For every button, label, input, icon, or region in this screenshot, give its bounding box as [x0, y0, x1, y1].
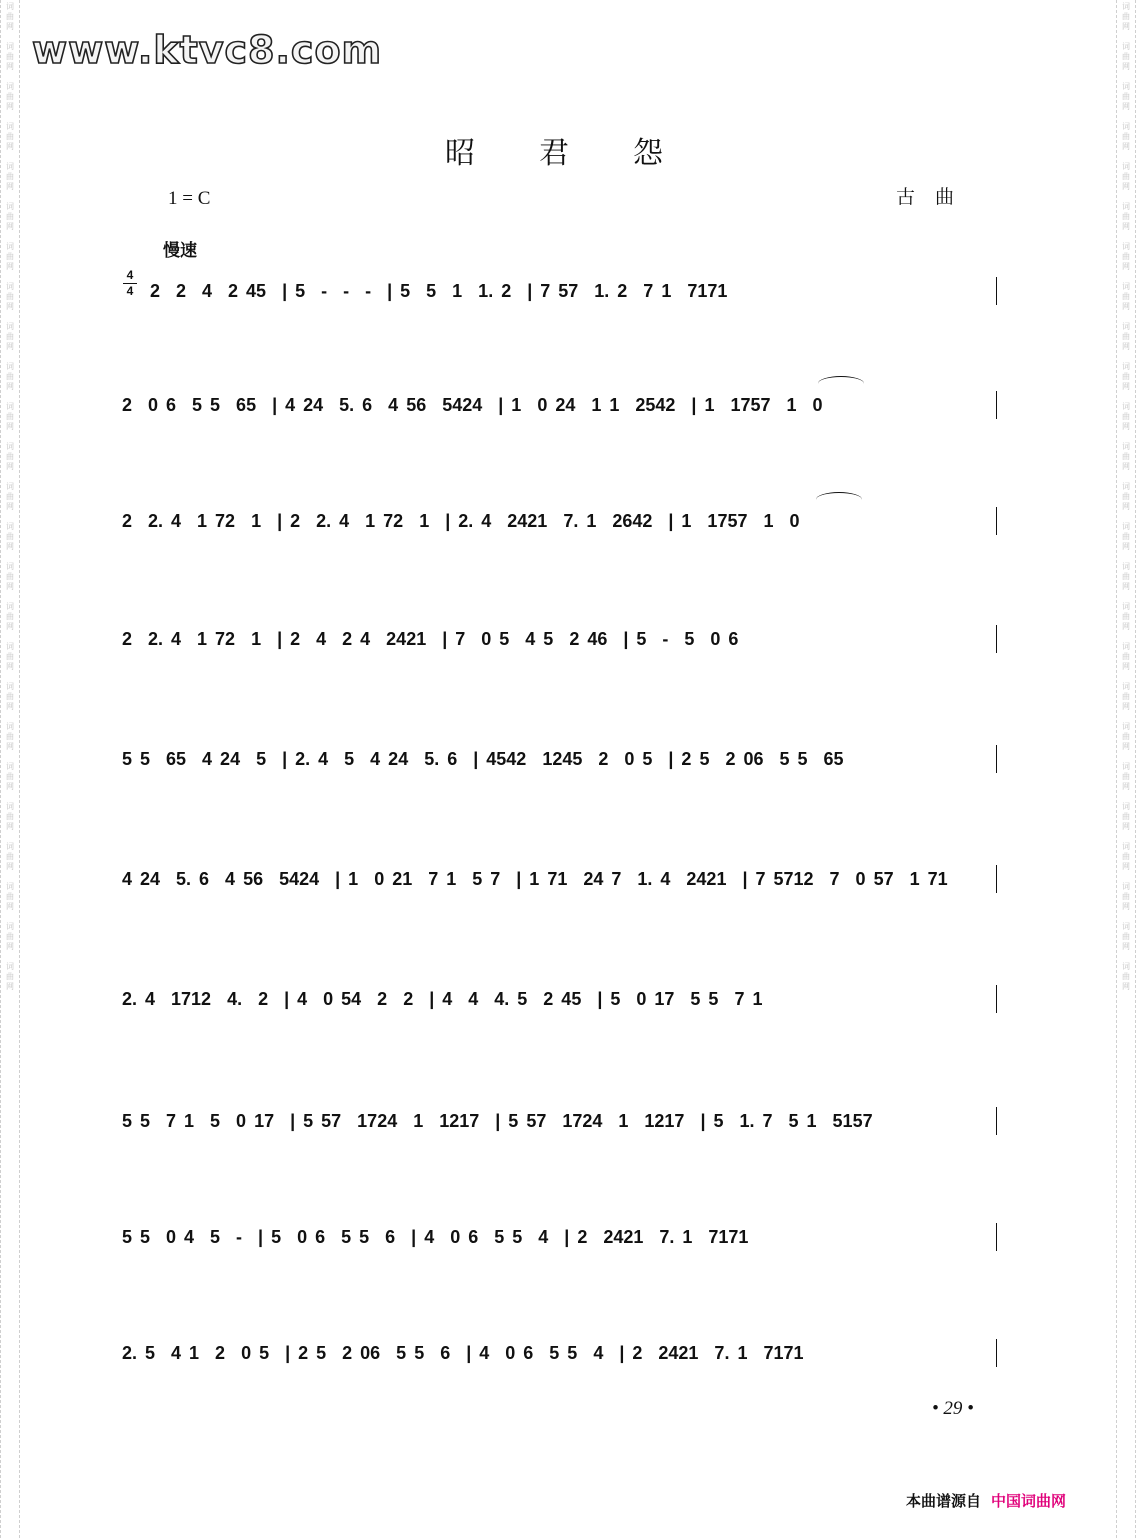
score-line-text: 5 5 0 4 5 - | 5 0 6 5 5 6 | 4 0 6 5 5 4 | 2 2421 7. 1 7171	[122, 1227, 749, 1247]
score-line-text: 2 2. 4 1 72 1 | 2 4 2 4 2421 | 7 0 5 4 5 2 46 | 5 - 5 0 6	[122, 629, 739, 649]
score-line-6	[122, 856, 997, 902]
score-line-text: 2 0 6 5 5 65 | 4 24 5. 6 4 56 5424 | 1 0 24 1 1 2542 | 1 1757 1 0	[122, 395, 823, 415]
score-line-7	[122, 976, 997, 1022]
bar-line	[996, 277, 997, 305]
score-line-text: 2. 4 1712 4. 2 | 4 0 54 2 2 | 4 4 4. 5 2 45 | 5 0 17 5 5 7 1	[122, 989, 763, 1009]
right-margin-text: 词 曲 网 词 曲 网 词 曲 网 词 曲 网 词 曲 网 词 曲 网 词 曲 网 词 曲 网 词 曲 网 词 曲 网 词 曲 网 词 曲 网 词 曲 网 词 曲 网 词 曲 网 词 曲 网 词 曲 网 词 曲 网 词 曲 网 词 曲 网 词 曲 网 词 曲 网 词 曲 网 词 曲 网 词 曲 网	[1122, 2, 1130, 991]
bar-line	[996, 1107, 997, 1135]
key-signature: 1 = C	[168, 188, 211, 209]
bar-line	[996, 625, 997, 653]
score-line-8	[122, 1098, 997, 1144]
left-margin-strip	[0, 0, 20, 1538]
right-margin-strip	[1116, 0, 1136, 1538]
bar-line	[996, 391, 997, 419]
bar-line	[996, 1339, 997, 1367]
score-line-text: 2 2. 4 1 72 1 | 2 2. 4 1 72 1 | 2. 4 2421 7. 1 2642 | 1 1757 1 0	[122, 511, 800, 531]
tempo-marking: 慢速	[163, 241, 197, 261]
score-line-3	[122, 498, 997, 544]
score-line-text: 5 5 7 1 5 0 17 | 5 57 1724 1 1217 | 5 57 1724 1 1217 | 5 1. 7 5 1 5157	[122, 1111, 873, 1131]
bar-line	[996, 507, 997, 535]
score-line-1	[150, 268, 997, 314]
site-watermark: www.ktvc8.com	[32, 28, 383, 72]
time-signature-bottom: 4	[123, 283, 137, 299]
score-line-text: 2. 5 4 1 2 0 5 | 2 5 2 06 5 5 6 | 4 0 6 5 5 4 | 2 2421 7. 1 7171	[122, 1343, 804, 1363]
left-margin-text: 词 曲 网 词 曲 网 词 曲 网 词 曲 网 词 曲 网 词 曲 网 词 曲 网 词 曲 网 词 曲 网 词 曲 网 词 曲 网 词 曲 网 词 曲 网 词 曲 网 词 曲 网 词 曲 网 词 曲 网 词 曲 网 词 曲 网 词 曲 网 词 曲 网 词 曲 网 词 曲 网 词 曲 网 词 曲 网	[6, 2, 14, 991]
score-line-text: 5 5 65 4 24 5 | 2. 4 5 4 24 5. 6 | 4542 1245 2 0 5 | 2 5 2 06 5 5 65	[122, 749, 844, 769]
score-line-10	[122, 1330, 997, 1376]
bar-line	[996, 745, 997, 773]
score-line-5	[122, 736, 997, 782]
score-line-2	[122, 382, 997, 428]
footer-source	[906, 1490, 1066, 1511]
song-title: 昭君怨	[445, 136, 727, 171]
score-line-text: 2 2 4 2 45 | 5 - - - | 5 5 1 1. 2 | 7 57 1. 2 7 1 7171	[150, 281, 728, 301]
page-number: • 29 •	[932, 1398, 974, 1419]
score-line-text: 4 24 5. 6 4 56 5424 | 1 0 21 7 1 5 7 | 1 71 24 7 1. 4 2421 | 7 5712 7 0 57 1 71	[122, 869, 948, 889]
time-signature-top: 4	[126, 268, 134, 282]
footer-source-label: 本曲谱源自	[906, 1492, 982, 1510]
composer-label: 古曲	[896, 186, 975, 208]
score-line-9	[122, 1214, 997, 1260]
time-signature	[123, 268, 137, 299]
bar-line	[996, 1223, 997, 1251]
bar-line	[996, 865, 997, 893]
slur-mark	[816, 492, 862, 507]
slur-mark	[818, 376, 864, 391]
footer-site-link[interactable]: 中国词曲网	[991, 1492, 1067, 1510]
bar-line	[996, 985, 997, 1013]
score-line-4	[122, 616, 997, 662]
